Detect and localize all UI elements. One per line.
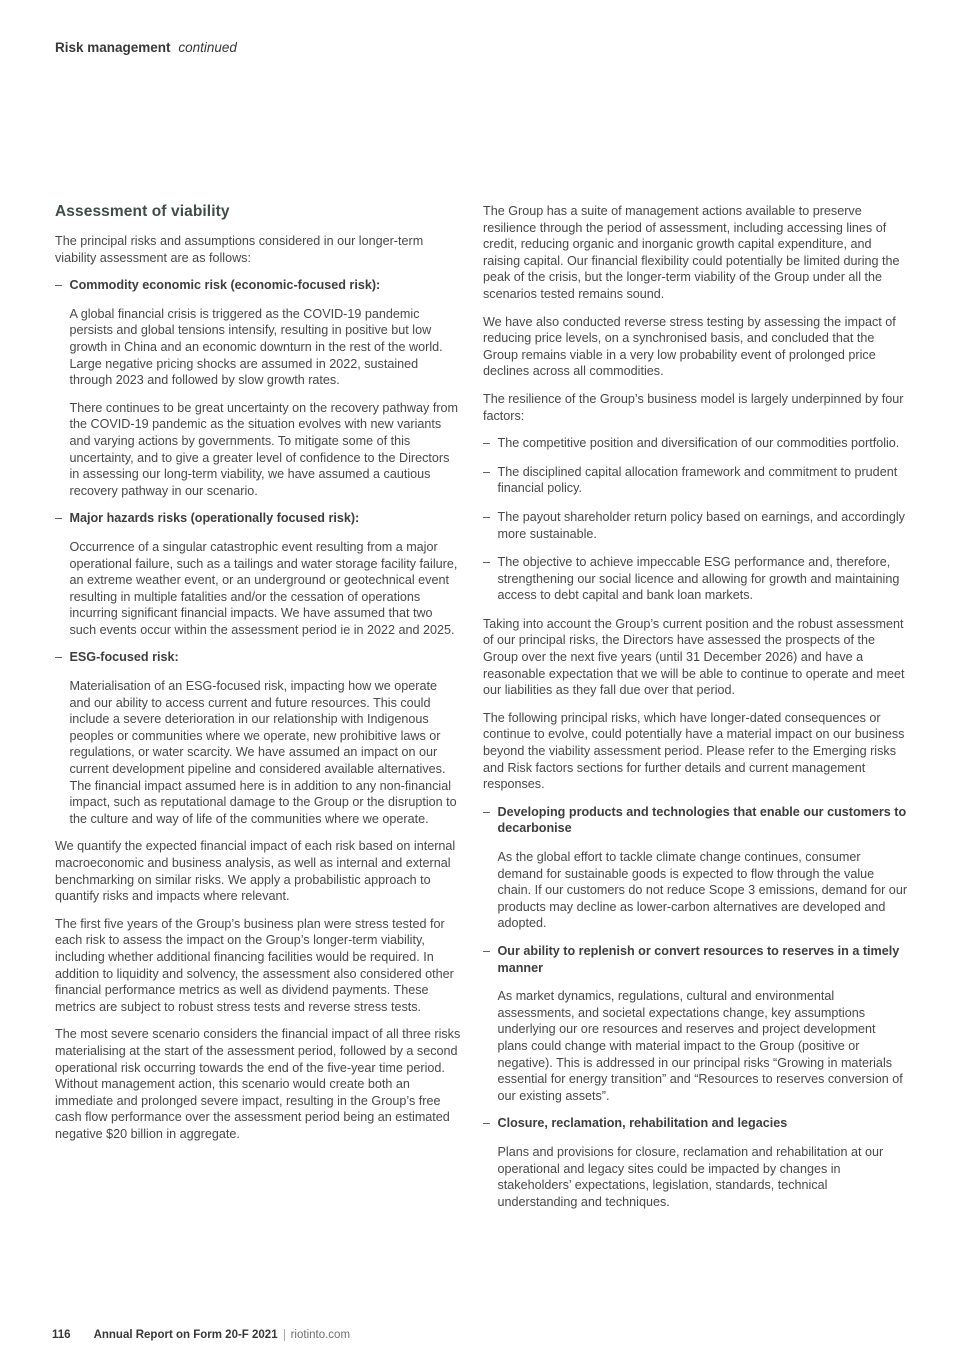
footer-site-link: riotinto.com xyxy=(290,1329,351,1341)
left-column xyxy=(55,203,461,1221)
risk-closure-reclamation xyxy=(483,1115,907,1132)
risk-replenish-resources xyxy=(483,943,907,976)
section-title-suffix: continued xyxy=(178,40,237,55)
risk-decarbonise xyxy=(483,804,907,837)
major-hazards-paragraph: Occurrence of a singular catastrophic event resulting from a major operational failure, such as a tailings and water storage facility failure, an extreme weather event, or an underground or geotechnical event resulting in multiple fatalities and/or the cessation of operations incurring significant financial impacts. We have assumed that two such events occur within the assessment period ie in 2022 and 2025. xyxy=(69,539,458,637)
bullet-dash: – xyxy=(55,278,63,293)
bullet-dash: – xyxy=(483,555,491,570)
footer-divider xyxy=(284,1329,285,1341)
section-title: Risk management xyxy=(55,40,171,55)
page-footer xyxy=(52,1329,350,1341)
bullet-dash: – xyxy=(483,804,491,819)
risk-major-hazards-label: Major hazards risks (operationally focused risk): xyxy=(69,511,360,526)
stress-test-paragraph: The first five years of the Group’s business plan were stress tested for each risk to assess the impact on the Group’s longer-term viability, including whether additional financing facilities would be required. In addition to liquidity and solvency, the assessment also considered other financial performance metrics as well as dividend payments. These metrics are subject to robust stress tests and reverse stress tests. xyxy=(55,916,454,1014)
commodity-risk-paragraph-2: There continues to be great uncertainty on the recovery pathway from the COVID-19 pandemic as the situation evolves with new variants and varying actions by governments. To mitigate some of this uncertainty, and to give a greater level of confidence to the Directors in assessing our long-term viability, we have assumed a cautious recovery pathway in our scenario. xyxy=(69,400,459,498)
factor-esg-objective xyxy=(483,554,907,604)
closure-paragraph: Plans and provisions for closure, reclamation and rehabilitation at our operational and legacy sites could be impacted by changes in stakeholders’ expectations, legislation, standards, technical understanding and techniques. xyxy=(497,1144,884,1209)
management-actions-paragraph: The Group has a suite of management actions available to preserve resilience through the period of assessment, including accessing lines of credit, reducing organic and inorganic growth capital expenditure, and raising capital. Our financial flexibility could potentially be limited during the peak of the crisis, but the longer-term viability of the Group under all the scenarios tested remains sound. xyxy=(483,204,900,301)
bullet-dash: – xyxy=(483,509,491,524)
resilience-intro-paragraph: The resilience of the Group’s business model is largely underpinned by four factors: xyxy=(483,391,904,423)
factor-capital-allocation xyxy=(483,464,907,497)
factor-payout-policy-label: The payout shareholder return policy based on earnings, and accordingly more sustainable. xyxy=(497,509,905,541)
directors-assessment-paragraph: Taking into account the Group’s current position and the robust assessment of our principal risks, the Directors have assessed the prospects of the Group over the next five years (until 31 December 2026) and have a reasonable expectation that we will be able to continue to operate and meet our liabilities as they fall due over that period. xyxy=(483,616,905,698)
risk-esg-focused-label: ESG-focused risk: xyxy=(69,650,179,665)
factor-capital-allocation-label: The disciplined capital allocation framework and commitment to prudent financial policy. xyxy=(497,464,898,496)
esg-risk-paragraph: Materialisation of an ESG-focused risk, impacting how we operate and our ability to access current and future resources. This could include a severe deterioration in our relationship with Indigenous peoples or communities where we operate, new prohibitive laws or regulations, or water scarcity. We have assumed an impact on our current development pipeline and considered available alternatives. The financial impact assumed here is in addition to any non-financial impact, such as reputational damage to the Group or the disruption to the culture and way of life of the communities where we operate. xyxy=(69,679,457,826)
factor-payout-policy xyxy=(483,509,907,542)
risk-replenish-resources-label: Our ability to replenish or convert resources to reserves in a timely manner xyxy=(497,943,900,975)
factor-competitive-position-label: The competitive position and diversification of our commodities portfolio. xyxy=(497,436,900,451)
severe-scenario-paragraph: The most severe scenario considers the financial impact of all three risks materialising at the start of the assessment period, followed by a second operational risk occurring towards the end of the five-year time period. Without management action, this scenario would create both an immediate and prolonged severe impact, resulting in the Group’s free cash flow performance over the assessment period being an estimated negative $20 billion in aggregate. xyxy=(55,1027,461,1141)
page-number: 116 xyxy=(52,1329,71,1341)
commodity-risk-paragraph-1: A global financial crisis is triggered as the COVID-19 pandemic persists and global tensions intensify, resulting in positive but low growth in China and an economic downturn in the rest of the world. Large negative pricing shocks are assumed in 2022, sustained through 2023 and followed by slow growth rates. xyxy=(69,306,443,388)
right-column xyxy=(483,203,907,1221)
reverse-stress-paragraph: We have also conducted reverse stress testing by assessing the impact of reducing price levels, on a synchronised basis, and concluded that the Group remains viable in a very low probability event of prolonged price declines across all commodities. xyxy=(483,314,896,379)
following-risks-paragraph: The following principal risks, which have longer-dated consequences or continue to evolve, could potentially have a material impact on our business beyond the viability assessment period. Please refer to the Emerging risks and Risk factors sections for further details and current management responses. xyxy=(483,710,905,792)
bullet-dash: – xyxy=(483,943,491,958)
decarbonise-paragraph: As the global effort to tackle climate change continues, consumer demand for sustainable goods is expected to flow through the value chain. If our customers do not reduce Scope 3 emissions, demand for our products may decline as lower-carbon alternatives are developed and adopted. xyxy=(497,850,908,931)
replenish-resources-paragraph: As market dynamics, regulations, cultural and environmental assessments, and societal expectations change, key assumptions underlying our ore resources and reserves and project development plans could change with material impact to the Group (positive or negative). This is addressed in our principal risks “Growing in materials essential for energy transition” and “Resources to reserves conversion of our existing assets”. xyxy=(497,989,903,1103)
bullet-dash: – xyxy=(483,464,491,479)
factor-competitive-position xyxy=(483,435,907,452)
risk-commodity-economic-label: Commodity economic risk (economic-focused risk): xyxy=(69,278,381,293)
running-header xyxy=(55,40,237,55)
bullet-dash: – xyxy=(55,511,63,526)
bullet-dash: – xyxy=(483,1116,491,1131)
quantify-paragraph: We quantify the expected financial impact of each risk based on internal macroeconomic and business analysis, as well as internal and external benchmarking on similar risks. We apply a probabilistic approach to quantify risks and impacts where relevant. xyxy=(55,839,456,904)
intro-paragraph: The principal risks and assumptions considered in our longer-term viability assessment are as follows: xyxy=(55,234,424,265)
bullet-dash: – xyxy=(483,436,491,451)
footer-report-title: Annual Report on Form 20-F 2021 xyxy=(93,1329,278,1341)
page-content xyxy=(55,203,907,1221)
factor-esg-objective-label: The objective to achieve impeccable ESG performance and, therefore, strengthening our social licence and allowing for growth and maintaining access to debt capital and bank loan markets. xyxy=(497,555,900,603)
risk-closure-reclamation-label: Closure, reclamation, rehabilitation and legacies xyxy=(497,1116,788,1131)
risk-decarbonise-label: Developing products and technologies that enable our customers to decarbonise xyxy=(497,804,907,836)
risk-commodity-economic xyxy=(55,277,461,294)
risk-esg-focused xyxy=(55,649,461,666)
bullet-dash: – xyxy=(55,650,63,665)
risk-major-hazards xyxy=(55,510,461,527)
page-heading: Assessment of viability xyxy=(55,203,230,220)
